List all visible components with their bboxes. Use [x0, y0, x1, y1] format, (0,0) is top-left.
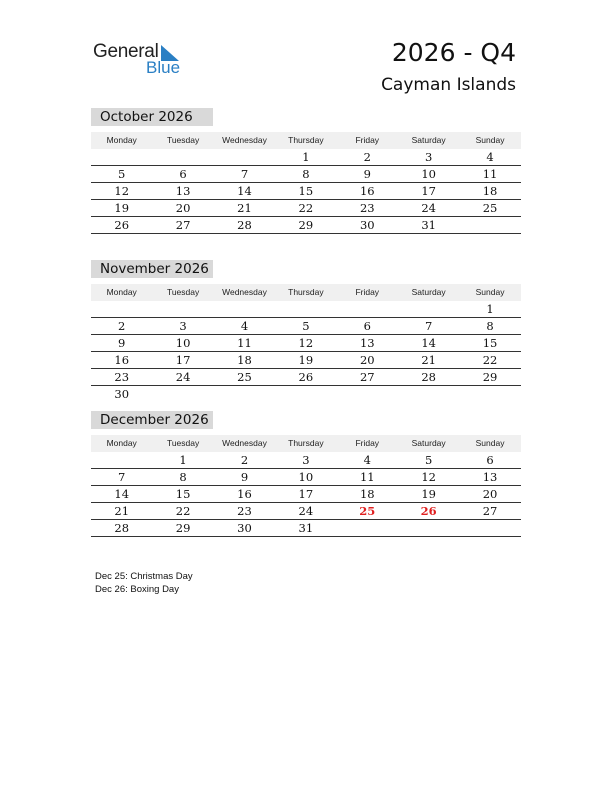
day-cell: 29 — [298, 218, 314, 232]
day-cell: 7 — [240, 167, 249, 181]
day-cell: 5 — [424, 453, 433, 467]
month-title: November 2026 — [91, 260, 213, 278]
month-block — [91, 108, 521, 234]
day-cell: 12 — [114, 184, 130, 198]
weekday-label: Monday — [106, 287, 137, 297]
week-row — [91, 503, 521, 520]
day-cell: 12 — [421, 470, 436, 484]
day-cell: 5 — [118, 167, 126, 181]
day-cell: 7 — [424, 319, 433, 333]
week-row — [91, 166, 521, 183]
day-cell: 8 — [302, 167, 310, 181]
weekday-header-row — [91, 284, 521, 301]
weekday-label: Thursday — [288, 287, 324, 297]
week-row — [91, 452, 521, 469]
day-cell: 1 — [302, 150, 310, 164]
day-cell: 15 — [175, 487, 191, 501]
weekday-label: Tuesday — [166, 135, 200, 145]
day-cell: 2 — [363, 150, 371, 164]
day-cell — [337, 386, 398, 402]
generalblue-logo — [93, 40, 203, 80]
weekday-label: Wednesday — [222, 287, 267, 297]
day-cell: 6 — [486, 453, 494, 467]
week-row — [91, 200, 521, 217]
month-block — [91, 411, 521, 537]
day-cell: 13 — [482, 470, 498, 484]
week-row — [91, 301, 521, 318]
day-cell — [152, 301, 213, 317]
day-cell: 19 — [114, 201, 130, 215]
day-cell: 13 — [175, 184, 191, 198]
logo-word-general: General — [93, 41, 159, 62]
weekday-label: Sunday — [475, 287, 505, 297]
week-row — [91, 520, 521, 537]
day-cell — [214, 149, 275, 165]
day-cell: 29 — [482, 370, 498, 384]
weekday-header-row — [91, 435, 521, 452]
day-cell: 30 — [114, 387, 130, 401]
weekday-header-row — [91, 132, 521, 149]
weekday-label: Tuesday — [166, 438, 200, 448]
day-cell: 17 — [175, 353, 191, 367]
day-cell: 27 — [482, 504, 498, 518]
day-cell — [152, 149, 213, 165]
day-cell: 6 — [363, 319, 371, 333]
weekday-label: Monday — [106, 438, 137, 448]
day-cell — [91, 301, 152, 317]
day-cell: 2 — [118, 319, 126, 333]
day-cell — [275, 386, 336, 402]
day-cell: 20 — [175, 201, 191, 215]
day-cell: 15 — [298, 184, 314, 198]
holiday-notes — [95, 570, 193, 596]
day-cell: 10 — [175, 336, 191, 350]
day-cell: 3 — [302, 453, 310, 467]
day-cell: 25 — [482, 201, 498, 215]
day-cell: 19 — [298, 353, 314, 367]
day-cell: 14 — [421, 336, 436, 350]
day-cell — [91, 149, 152, 165]
day-cell: 25 — [237, 370, 252, 384]
day-cell: 14 — [237, 184, 252, 198]
weekday-label: Thursday — [288, 135, 324, 145]
week-row — [91, 369, 521, 386]
day-cell: 2 — [240, 453, 249, 467]
day-cell: 9 — [240, 470, 249, 484]
weekday-label: Saturday — [411, 135, 446, 145]
day-cell: 28 — [421, 370, 436, 384]
day-cell: 28 — [237, 218, 252, 232]
day-cell: 10 — [421, 167, 436, 181]
day-cell — [398, 301, 459, 317]
day-cell — [398, 386, 459, 402]
weekday-label: Wednesday — [222, 438, 267, 448]
day-cell: 9 — [363, 167, 371, 181]
holiday-note: Dec 25: Christmas Day — [95, 571, 193, 582]
weekday-label: Saturday — [411, 438, 446, 448]
day-cell: 26 — [298, 370, 314, 384]
day-cell: 14 — [114, 487, 130, 501]
day-cell: 22 — [298, 201, 314, 215]
day-cell: 21 — [237, 201, 252, 215]
day-cell: 9 — [118, 336, 126, 350]
day-cell: 18 — [482, 184, 498, 198]
weekday-label: Saturday — [411, 287, 446, 297]
weekday-label: Wednesday — [222, 135, 267, 145]
day-cell: 11 — [359, 470, 375, 484]
day-cell: 4 — [486, 150, 494, 164]
day-cell — [459, 520, 520, 536]
day-cell: 10 — [298, 470, 314, 484]
week-row — [91, 486, 521, 503]
day-cell: 21 — [421, 353, 436, 367]
day-cell: 19 — [421, 487, 436, 501]
holiday-day-cell: 25 — [359, 504, 376, 518]
day-cell — [91, 452, 152, 468]
day-cell: 20 — [359, 353, 375, 367]
day-cell: 4 — [240, 319, 249, 333]
day-cell — [337, 301, 398, 317]
day-cell — [398, 520, 459, 536]
day-cell — [275, 301, 336, 317]
day-cell: 3 — [179, 319, 187, 333]
week-row — [91, 149, 521, 166]
day-cell: 23 — [359, 201, 375, 215]
day-cell: 7 — [118, 470, 126, 484]
weekday-label: Thursday — [288, 438, 324, 448]
weekday-label: Tuesday — [166, 287, 200, 297]
day-cell: 24 — [298, 504, 314, 518]
day-cell: 18 — [359, 487, 375, 501]
day-cell: 31 — [298, 521, 314, 535]
day-cell: 5 — [302, 319, 310, 333]
day-cell: 16 — [359, 184, 375, 198]
week-row — [91, 352, 521, 369]
day-cell: 28 — [114, 521, 130, 535]
day-cell: 29 — [175, 521, 191, 535]
day-cell: 24 — [421, 201, 436, 215]
day-cell: 30 — [359, 218, 375, 232]
day-cell: 17 — [298, 487, 314, 501]
day-cell: 27 — [175, 218, 191, 232]
page-subtitle: Cayman Islands — [381, 75, 516, 95]
day-cell — [459, 386, 520, 402]
day-cell — [214, 301, 275, 317]
day-cell: 16 — [237, 487, 252, 501]
week-row — [91, 386, 521, 402]
day-cell: 30 — [237, 521, 252, 535]
day-cell: 13 — [359, 336, 375, 350]
week-row — [91, 183, 521, 200]
page-title: 2026 - Q4 — [391, 38, 516, 67]
day-cell: 11 — [482, 167, 498, 181]
day-cell: 22 — [175, 504, 191, 518]
day-cell: 8 — [486, 319, 494, 333]
day-cell: 24 — [175, 370, 191, 384]
day-cell: 12 — [298, 336, 314, 350]
weekday-label: Sunday — [475, 438, 505, 448]
day-cell — [214, 386, 275, 402]
holiday-day-cell: 26 — [420, 504, 437, 518]
day-cell: 20 — [482, 487, 498, 501]
month-title: December 2026 — [91, 411, 213, 429]
day-cell: 21 — [114, 504, 130, 518]
weekday-label: Friday — [355, 287, 380, 297]
weekday-label: Friday — [355, 135, 380, 145]
week-row — [91, 217, 521, 234]
weekday-label: Friday — [355, 438, 380, 448]
weekday-label: Monday — [106, 135, 137, 145]
logo-word-blue: Blue — [146, 58, 181, 77]
week-row — [91, 335, 521, 352]
day-cell: 4 — [363, 453, 371, 467]
holiday-note: Dec 26: Boxing Day — [95, 584, 179, 595]
day-cell: 17 — [421, 184, 436, 198]
day-cell: 1 — [486, 302, 494, 316]
weekday-label: Sunday — [475, 135, 505, 145]
day-cell: 18 — [237, 353, 252, 367]
day-cell: 1 — [179, 453, 187, 467]
day-cell: 23 — [237, 504, 252, 518]
day-cell — [152, 386, 213, 402]
month-title: October 2026 — [91, 108, 213, 126]
week-row — [91, 469, 521, 486]
day-cell: 8 — [179, 470, 187, 484]
day-cell: 22 — [482, 353, 498, 367]
day-cell: 15 — [482, 336, 498, 350]
day-cell: 27 — [359, 370, 375, 384]
day-cell: 23 — [114, 370, 130, 384]
week-row — [91, 318, 521, 335]
day-cell: 3 — [424, 150, 433, 164]
month-block — [91, 260, 521, 402]
day-cell: 31 — [421, 218, 436, 232]
day-cell — [459, 217, 520, 233]
day-cell: 11 — [237, 336, 252, 350]
day-cell: 26 — [114, 218, 130, 232]
day-cell: 16 — [114, 353, 130, 367]
day-cell: 6 — [179, 167, 187, 181]
day-cell — [337, 520, 398, 536]
